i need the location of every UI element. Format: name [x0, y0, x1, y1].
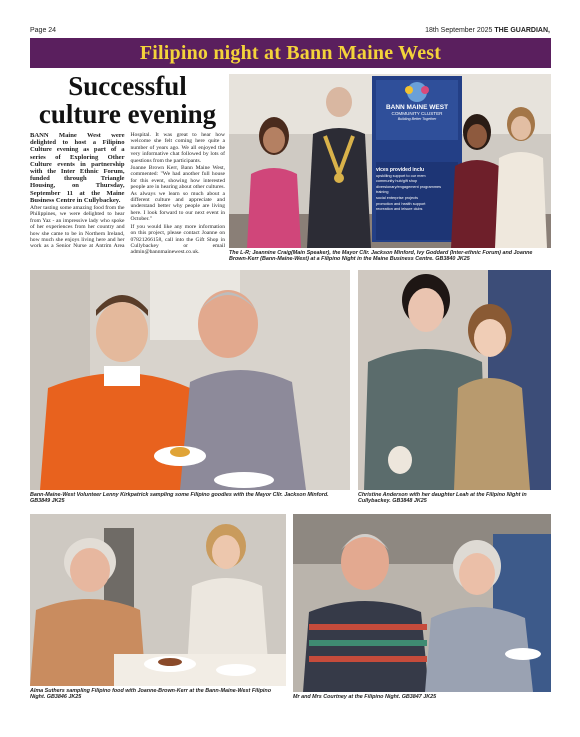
- photo-group-speakers: [229, 74, 551, 248]
- photo-mother-and-daughter: [358, 270, 551, 490]
- banner-stand-sign: [372, 104, 462, 122]
- sign-subtitle: COMMUNITY CLUSTER: [391, 111, 443, 116]
- sign-title: BANN MAINE WEST: [385, 104, 449, 111]
- sign-service-item: community hub/gift shop: [376, 179, 418, 184]
- page-number: Page 24: [30, 27, 57, 34]
- sign-services: [376, 168, 456, 213]
- article-paragraph: If you would like any more information on this project, please contact Joanne on 07821266158, call into the Gift Shop in Cullybackey or email admin@bannmainewest.co.uk.: [130, 223, 225, 256]
- sign-service-item: upskilling support to our mem: [376, 173, 426, 178]
- article-paragraph: Joanne Brown Kerr, Bann Maine West, commented: "We had another full house for this event, showing how interested people are in hearing about other cultures. As always we learn so much about a different culture and appreciate and understand better why people are living here. I look forward to our next event in October.": [130, 165, 225, 223]
- photo-alma-and-joanne: [30, 514, 286, 686]
- sign-service-item: promotion and health support: [376, 201, 426, 206]
- section-banner: Filipino night at Bann Maine West: [30, 38, 551, 68]
- photo-caption: The L-R; Jeannine Craig(Main Speaker), the Mayor Cllr. Jackson Minford, Ivy Goddard (Inter-ethnic Forum) and Joanne Brown-Kerr (Bann-Maine-West) at a Filipino Night in the Maine Business Centre. GB3840 JK25: [229, 250, 533, 263]
- sign-service-item: recreation and leisure clubs: [376, 207, 423, 212]
- article-paragraph: BANN Maine West were delighted to host a Filipino Culture evening as part of a series of Exploring Other Culture events in partnership with the Inter Ethnic Forum, funded through Triangle Housing, on Thursday, September 11 at the Maine Business Centre in Cullybackey.: [30, 132, 125, 204]
- sign-services-title: vices provided inclu: [376, 167, 425, 173]
- photo-mr-and-mrs-courtney: [293, 514, 551, 692]
- article-body: [30, 132, 225, 258]
- sign-tagline: Building Better Together: [397, 117, 437, 121]
- headline-line-1: Successful: [68, 71, 187, 101]
- sign-service-item: social enterprise projects: [376, 195, 418, 200]
- newspaper-name: THE GUARDIAN,: [494, 27, 550, 34]
- photo-caption: Mr and Mrs Courtney at the Filipino Night. GB3847 JK25: [293, 694, 437, 700]
- photo-caption: Alma Suthers sampling Filipino food with Joanne-Brown-Kerr at the Bann-Maine-West Filipino Night. GB3846 JK25: [30, 688, 271, 701]
- article-headline: [30, 72, 225, 128]
- photo-caption: Bann-Maine-West Volunteer Lenny Kirkpatrick sampling some Filipino goodies with the Mayor Cllr. Jackson Minford. GB3849 JK25: [30, 492, 329, 505]
- issue-date-line: [425, 27, 550, 34]
- sign-service-item: training: [376, 190, 389, 195]
- page-folio: [30, 27, 550, 37]
- issue-date: 18th September 2025: [425, 27, 493, 34]
- article-paragraph: After tasting some amazing food from the Philippines, we were delighted to hear from Yaz - an impressive lady who spoke of her experiences from her country and how she came to be in Northern Ireland, how much she enjoys living here and her work as a Senior Nurse at Antrim Area Hospital. It was great to hear how welcome she felt coming here quite a number of years ago. We all enjoyed the very informative chat followed by lots of questions from the participants.: [30, 132, 225, 250]
- headline-line-2: culture evening: [38, 99, 217, 129]
- photo-caption: Christine Anderson with her daughter Leah at the Filipino Night in Cullybackey. GB3848 JK25: [358, 492, 527, 505]
- sign-service-item: diversionary/engagement programmes: [376, 184, 442, 189]
- photo-volunteer-and-mayor: [30, 270, 350, 490]
